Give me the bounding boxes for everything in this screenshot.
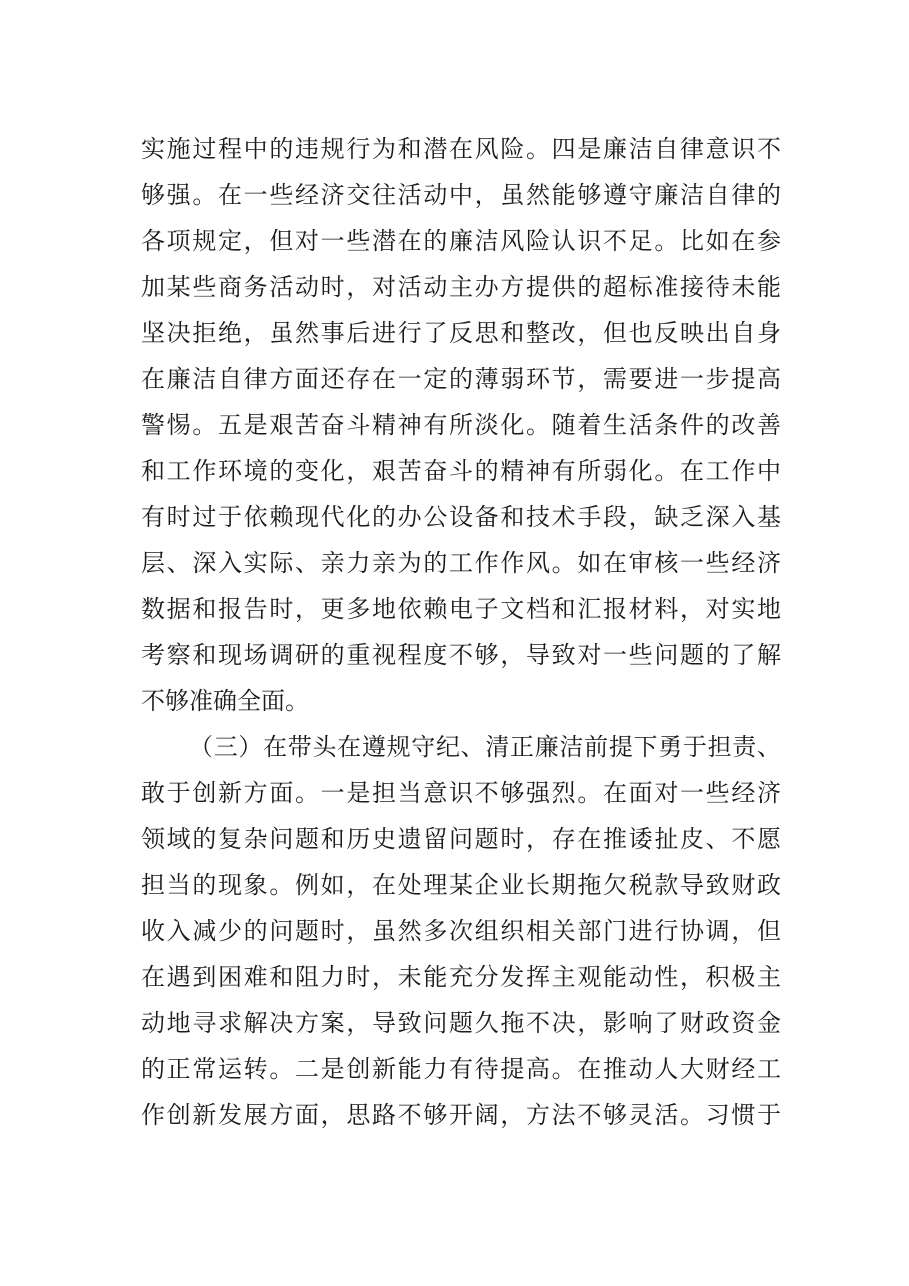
text-line: 的正常运转。二是创新能力有待提高。在推动人大财经工 xyxy=(141,1055,781,1083)
text-line: 加某些商务活动时，对活动主办方提供的超标准接待未能 xyxy=(141,273,781,301)
text-line: 动地寻求解决方案，导致问题久拖不决，影响了财政资金 xyxy=(141,1009,781,1037)
section-heading-line: （三）在带头在遵规守纪、清正廉洁前提下勇于担责、 xyxy=(189,733,781,761)
text-line: 担当的现象。例如，在处理某企业长期拖欠税款导致财政 xyxy=(141,871,781,899)
paragraph-2 xyxy=(141,724,781,1138)
text-line: 考察和现场调研的重视程度不够，导致对一些问题的了解 xyxy=(141,641,781,669)
text-line: 实施过程中的违规行为和潜在风险。四是廉洁自律意识不 xyxy=(141,135,781,163)
text-line: 领域的复杂问题和历史遗留问题时，存在推诿扯皮、不愿 xyxy=(141,825,781,853)
text-line: 不够准确全面。 xyxy=(141,687,309,715)
text-line: 各项规定，但对一些潜在的廉洁风险认识不足。比如在参 xyxy=(141,227,781,255)
text-line: 数据和报告时，更多地依赖电子文档和汇报材料，对实地 xyxy=(141,595,781,623)
text-line: 作创新发展方面，思路不够开阔，方法不够灵活。习惯于 xyxy=(141,1101,781,1129)
text-line: 层、深入实际、亲力亲为的工作作风。如在审核一些经济 xyxy=(141,549,781,577)
text-line: 在廉洁自律方面还存在一定的薄弱环节，需要进一步提高 xyxy=(141,365,781,393)
paragraph-1 xyxy=(141,126,781,724)
text-line: 和工作环境的变化，艰苦奋斗的精神有所弱化。在工作中 xyxy=(141,457,781,485)
text-line: 够强。在一些经济交往活动中，虽然能够遵守廉洁自律的 xyxy=(141,181,781,209)
text-line: 在遇到困难和阻力时，未能充分发挥主观能动性，积极主 xyxy=(141,963,781,991)
text-line: 警惕。五是艰苦奋斗精神有所淡化。随着生活条件的改善 xyxy=(141,411,781,439)
text-line: 坚决拒绝，虽然事后进行了反思和整改，但也反映出自身 xyxy=(141,319,781,347)
text-line: 敢于创新方面。一是担当意识不够强烈。在面对一些经济 xyxy=(141,779,781,807)
text-line: 有时过于依赖现代化的办公设备和技术手段，缺乏深入基 xyxy=(141,503,781,531)
text-line: 收入减少的问题时，虽然多次组织相关部门进行协调，但 xyxy=(141,917,781,945)
document-body xyxy=(141,126,781,1138)
